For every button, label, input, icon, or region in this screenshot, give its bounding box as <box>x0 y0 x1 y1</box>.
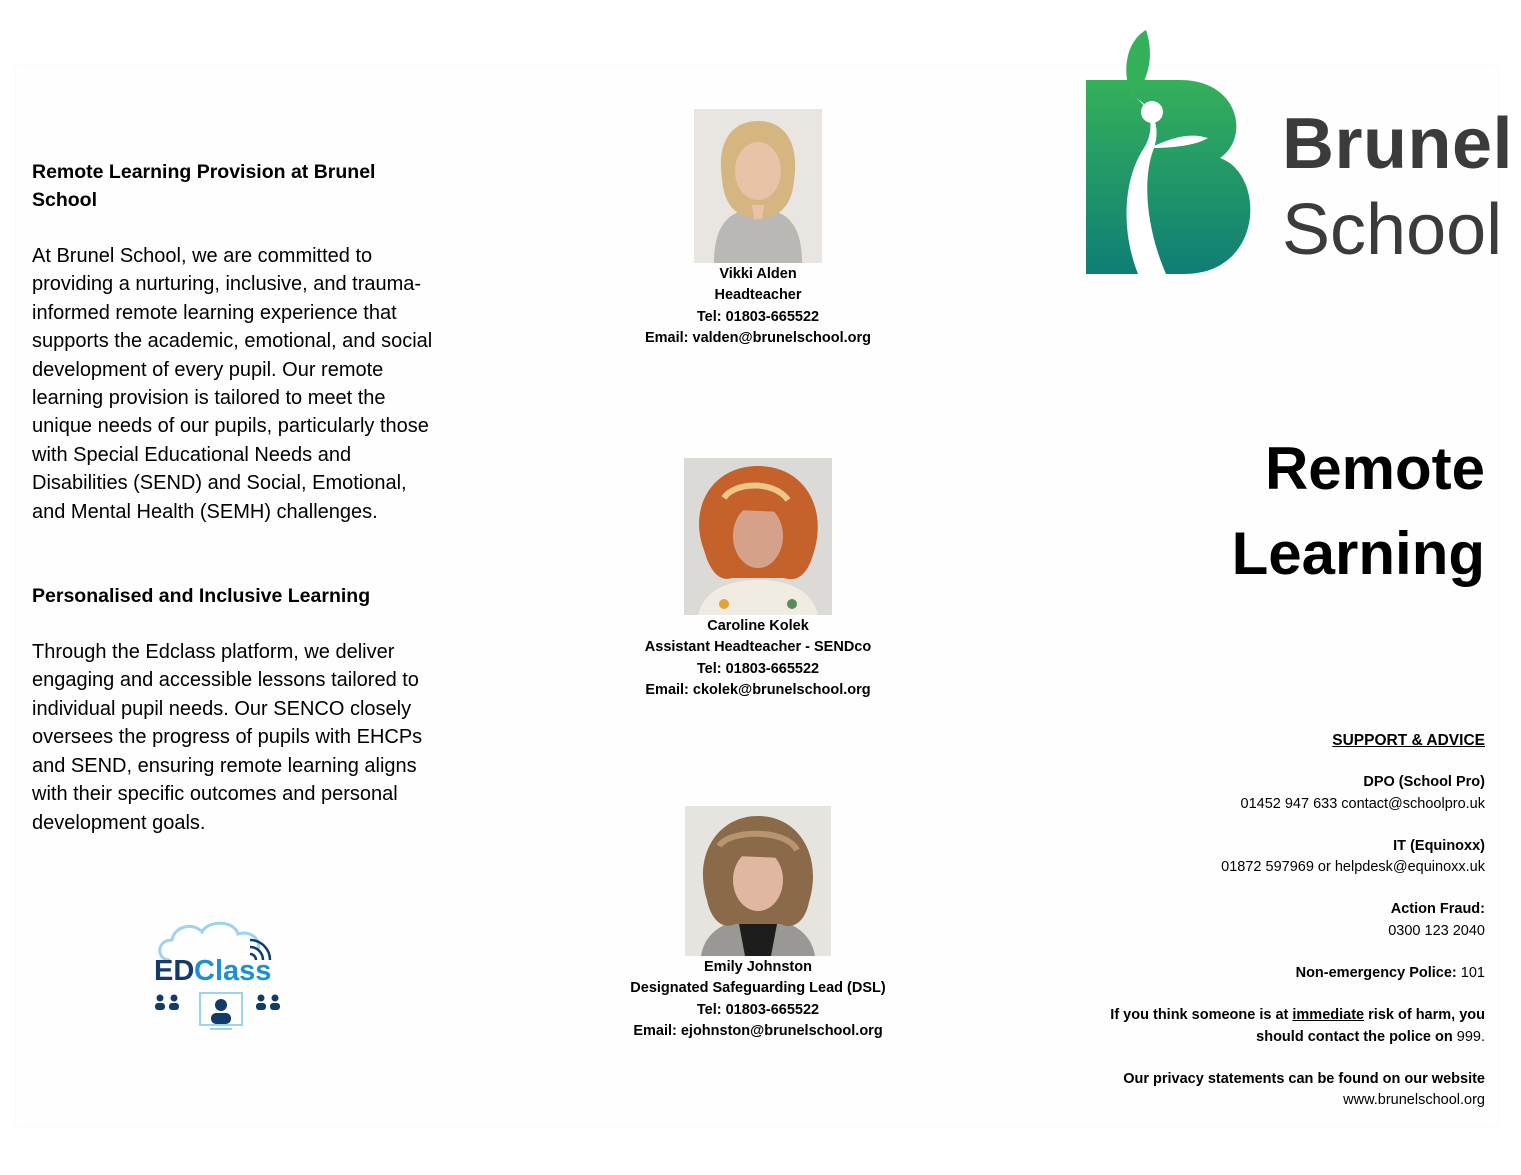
heading-personalised-learning: Personalised and Inclusive Learning <box>32 585 371 608</box>
staff-card-1 <box>600 109 916 349</box>
staff-role: Headteacher <box>714 287 802 304</box>
dpo-label: DPO (School Pro) <box>1363 774 1485 791</box>
staff-name: Emily Johnston <box>704 959 812 975</box>
dpo-value: 01452 947 633 contact@schoolpro.uk <box>1240 795 1485 812</box>
brand-name-brunel: Brunel <box>1282 104 1514 184</box>
harm-line-1 <box>1055 1005 1485 1026</box>
title-line-2: Learning <box>1231 520 1485 587</box>
staff-card-2 <box>600 458 916 701</box>
police-value: 101 <box>1460 965 1485 982</box>
harm-post: risk of harm, you <box>1364 1007 1485 1024</box>
staff-photo-vikki-alden <box>694 109 822 263</box>
staff-email: Email: ejohnston@brunelschool.org <box>633 1022 883 1039</box>
staff-card-3 <box>600 806 916 1042</box>
privacy-label: Our privacy statements can be found on our website <box>1123 1070 1485 1087</box>
support-action-fraud <box>1055 899 1485 942</box>
harm-line-2-text: should contact the police on <box>1256 1028 1453 1045</box>
title-line-1: Remote <box>1264 435 1485 502</box>
staff-role: Assistant Headteacher - SENDco <box>644 639 872 656</box>
harm-emphasis: immediate <box>1292 1007 1365 1024</box>
support-privacy <box>1055 1069 1485 1112</box>
intro-paragraph: At Brunel School, we are committed to providing a nurturing, inclusive, and trauma-informed remote learning experience that supports the academic, emotional, and social development of every pupil. Our remote learning provision is tailored to meet the unique needs of our pupils, particularly those with Special Educational Needs and Disabilities (SEND) and Social, Emotional, and Mental Health (SEMH) challenges. <box>32 245 433 523</box>
staff-tel: Tel: 01803-665522 <box>696 660 820 677</box>
edclass-logo <box>150 918 292 1038</box>
support-police <box>1055 963 1485 984</box>
support-dpo <box>1055 772 1485 815</box>
harm-line-2 <box>1055 1027 1485 1048</box>
staff-email: Email: ckolek@brunelschool.org <box>645 681 871 698</box>
harm-pre: If you think someone is at <box>1110 1007 1293 1024</box>
left-column <box>32 158 442 837</box>
heading-remote-learning-provision: Remote Learning Provision at Brunel School <box>32 161 376 211</box>
support-advice-section <box>1055 730 1485 1133</box>
it-label: IT (Equinoxx) <box>1393 837 1485 854</box>
fraud-value: 0300 123 2040 <box>1388 922 1485 939</box>
support-heading: SUPPORT & ADVICE <box>1332 732 1485 749</box>
page-title <box>1232 426 1485 596</box>
staff-name: Vikki Alden <box>719 266 797 282</box>
fraud-label: Action Fraud: <box>1390 901 1485 918</box>
harm-number: 999. <box>1456 1028 1485 1045</box>
brand-name-school: School <box>1282 190 1503 270</box>
staff-name: Caroline Kolek <box>707 618 809 634</box>
staff-role: Designated Safeguarding Lead (DSL) <box>630 980 886 997</box>
edclass-logo-ed: ED <box>154 955 195 987</box>
support-immediate-harm <box>1055 1005 1485 1048</box>
edclass-paragraph: Through the Edclass platform, we deliver engaging and accessible lessons tailored to individual pupil needs. Our SENCO closely oversees the progress of pupils with EHCPs and SEND, ensuring remote learning aligns with their specific outcomes and personal development goals. <box>32 641 423 834</box>
support-it <box>1055 836 1485 879</box>
privacy-url[interactable]: www.brunelschool.org <box>1343 1092 1485 1109</box>
it-value: 01872 597969 or helpdesk@equinoxx.uk <box>1221 859 1485 876</box>
edclass-logo-class: Class <box>194 955 272 987</box>
police-label: Non-emergency Police: <box>1295 965 1457 982</box>
staff-tel: Tel: 01803-665522 <box>696 308 820 325</box>
staff-photo-caroline-kolek <box>684 458 832 615</box>
staff-tel: Tel: 01803-665522 <box>696 1001 820 1018</box>
staff-photo-emily-johnston <box>685 806 831 956</box>
staff-email: Email: valden@brunelschool.org <box>644 329 872 346</box>
